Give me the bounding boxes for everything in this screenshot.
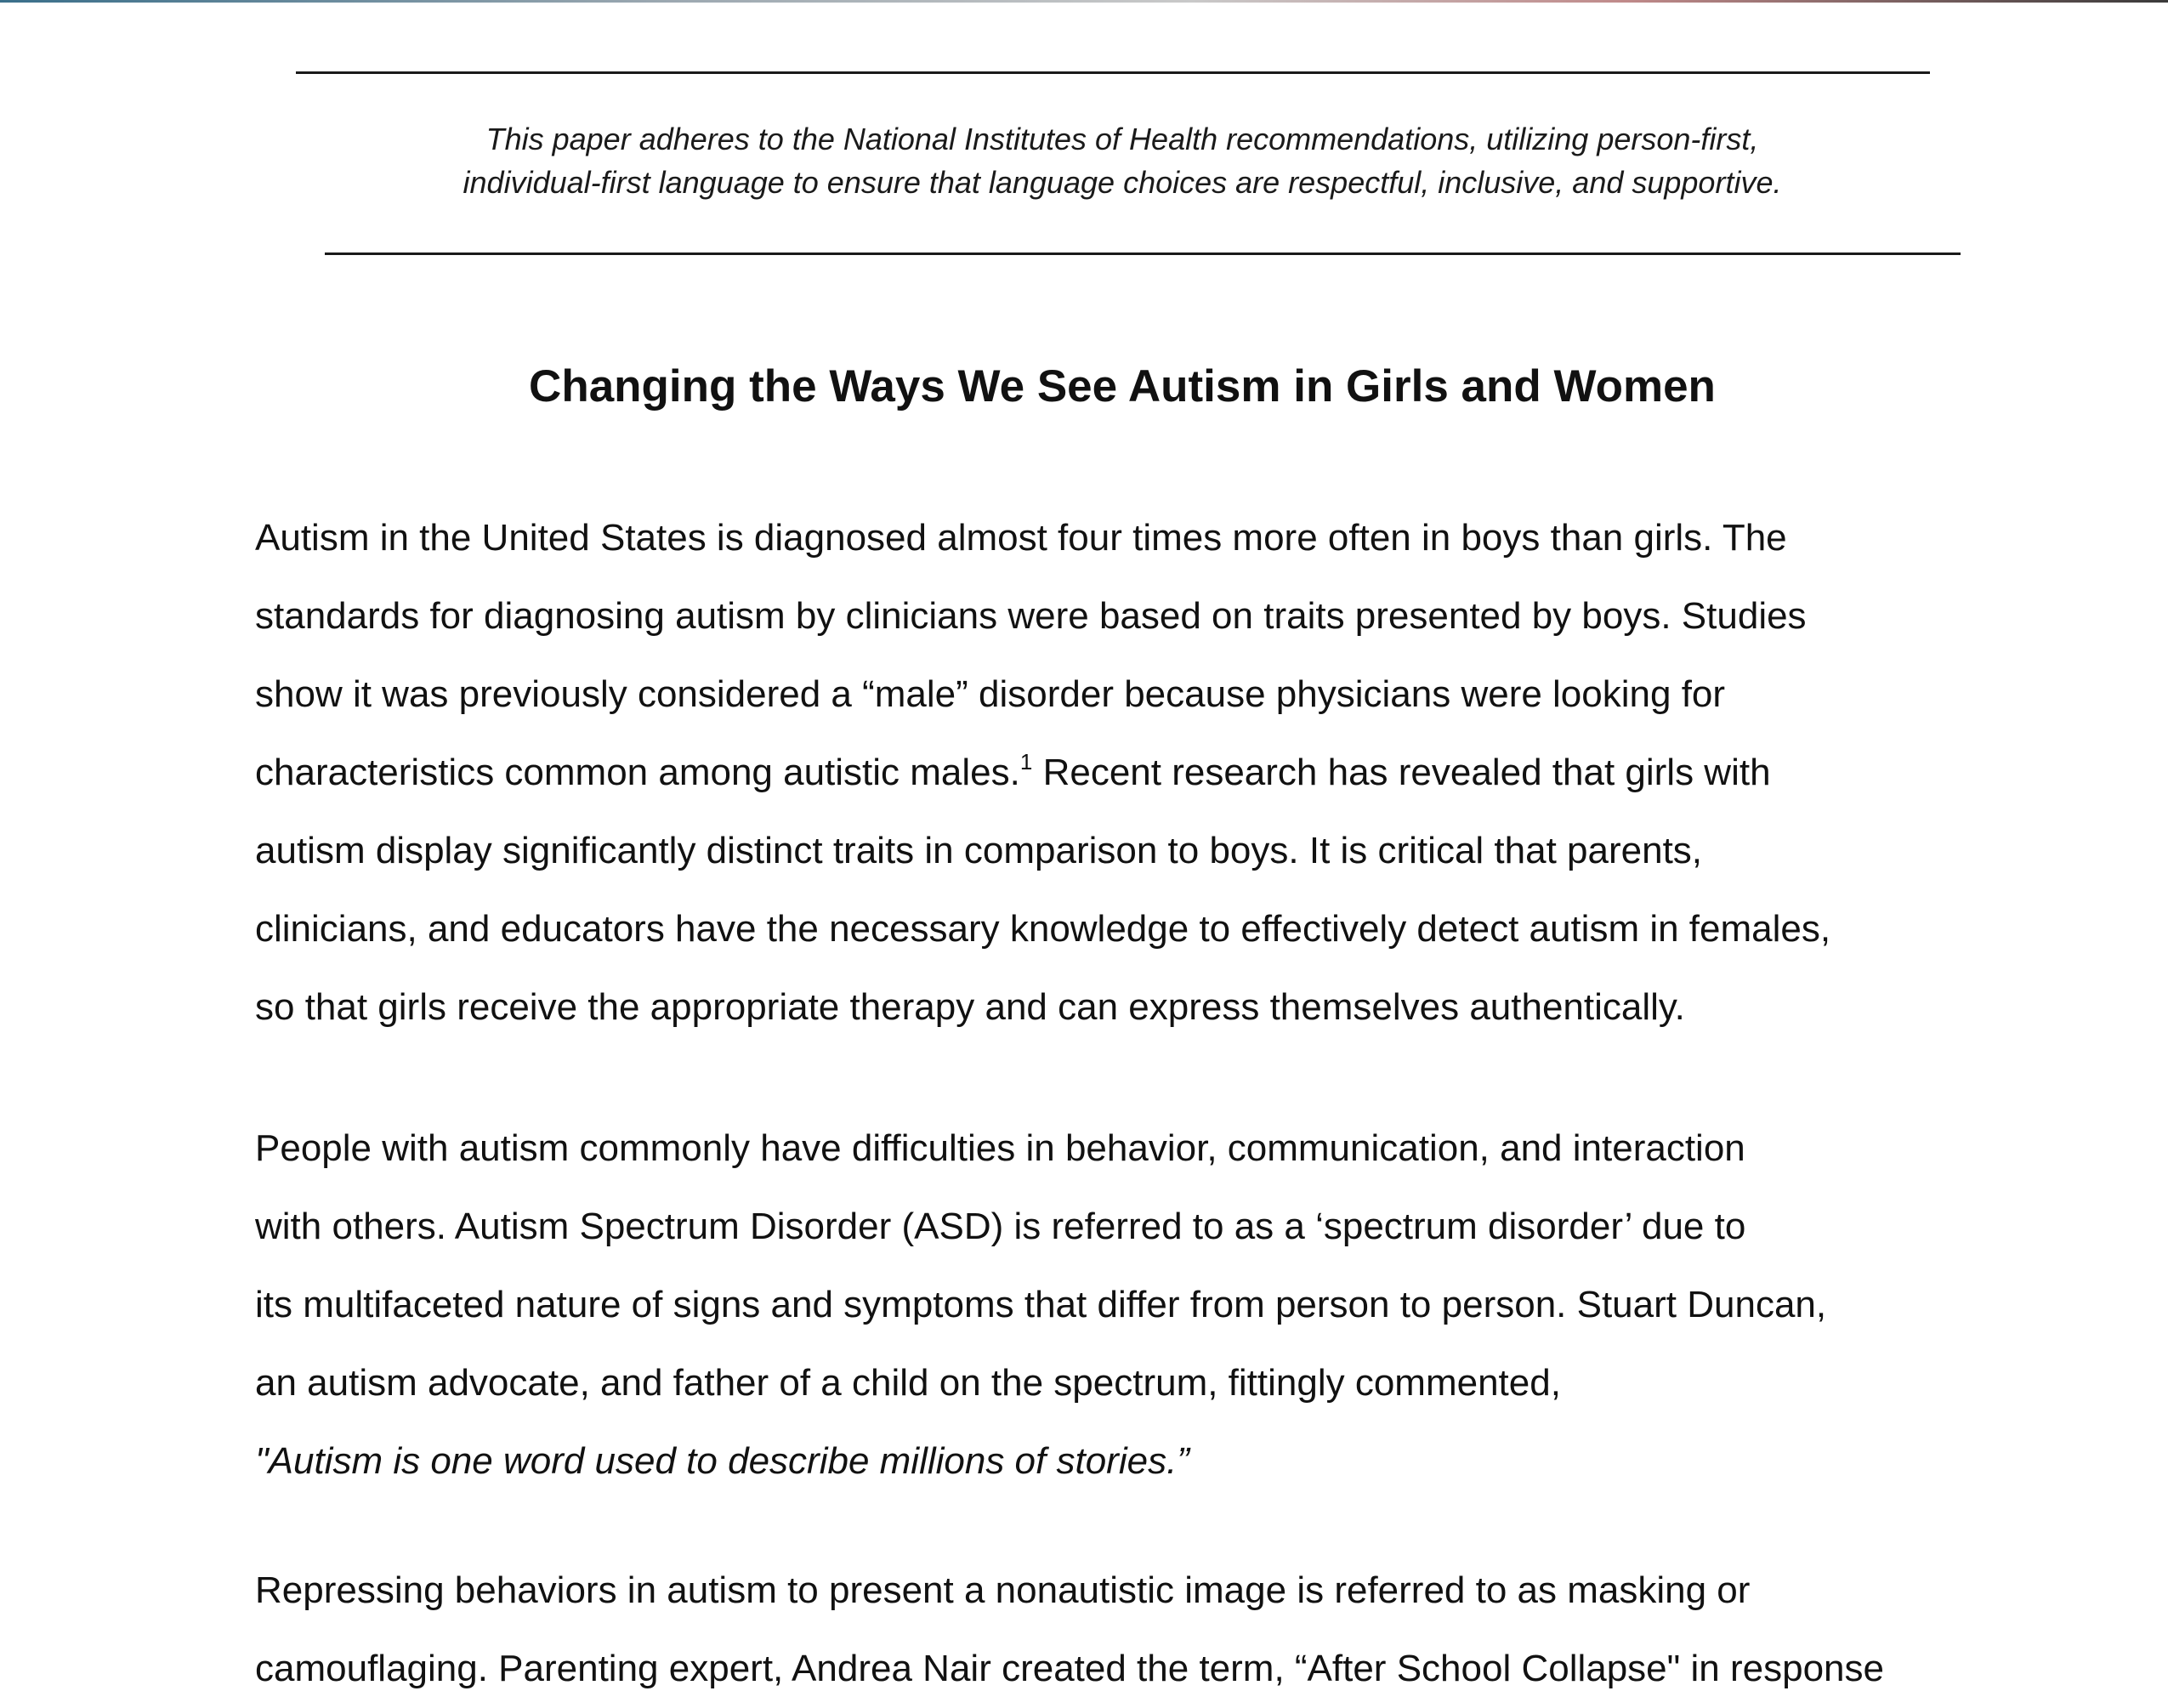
window-top-edge [0, 0, 2168, 3]
text-line: standards for diagnosing autism by clinicians were based on traits presented by boys. Studies [255, 595, 1807, 637]
footnote-marker[interactable]: 1 [1019, 749, 1033, 775]
notice-line: This paper adheres to the National Institutes of Health recommendations, utilizing person-first, [485, 122, 1759, 156]
text-line: Autism in the United States is diagnosed almost four times more often in boys than girls. The [255, 517, 1787, 559]
text-line: clinicians, and educators have the necessary knowledge to effectively detect autism in females, [255, 908, 1831, 950]
text-line: so that girls receive the appropriate therapy and can express themselves authentically. [255, 986, 1685, 1028]
text-line [255, 734, 2040, 812]
document-title: Changing the Ways We See Autism in Girls and Women [529, 361, 1716, 411]
notice-top-rule [296, 71, 1930, 74]
text-line: Repressing behaviors in autism to present a nonautistic image is referred to as masking or [255, 1569, 1751, 1611]
notice-line: individual-first language to ensure that language choices are respectful, inclusive, and supportive. [463, 165, 1782, 200]
paragraph-3 [255, 1552, 2040, 1708]
text-line: People with autism commonly have difficulties in behavior, communication, and interaction [255, 1127, 1745, 1169]
text-line: autism display significantly distinct traits in comparison to boys. It is critical that parents, [255, 830, 1703, 871]
paragraph-2 [255, 1109, 2040, 1501]
text-line: an autism advocate, and father of a child on the spectrum, fittingly commented, [255, 1362, 1561, 1404]
paragraph-1 [255, 499, 2040, 1047]
text-segment: Recent research has revealed that girls with [1032, 752, 1771, 793]
text-line: show it was previously considered a “male” disorder because physicians were looking for [255, 673, 1726, 715]
language-notice [281, 117, 1964, 204]
text-line: with others. Autism Spectrum Disorder (ASD) is referred to as a ‘spectrum disorder’ due to [255, 1206, 1746, 1247]
notice-bottom-rule [325, 253, 1961, 255]
text-line: its multifaceted nature of signs and symptoms that differ from person to person. Stuart Duncan, [255, 1284, 1827, 1325]
text-line: camouflaging. Parenting expert, Andrea Nair created the term, “After School Collapse" in response [255, 1648, 1884, 1689]
text-segment: characteristics common among autistic males. [255, 752, 1020, 793]
quote-line: "Autism is one word used to describe millions of stories.” [255, 1440, 1189, 1482]
